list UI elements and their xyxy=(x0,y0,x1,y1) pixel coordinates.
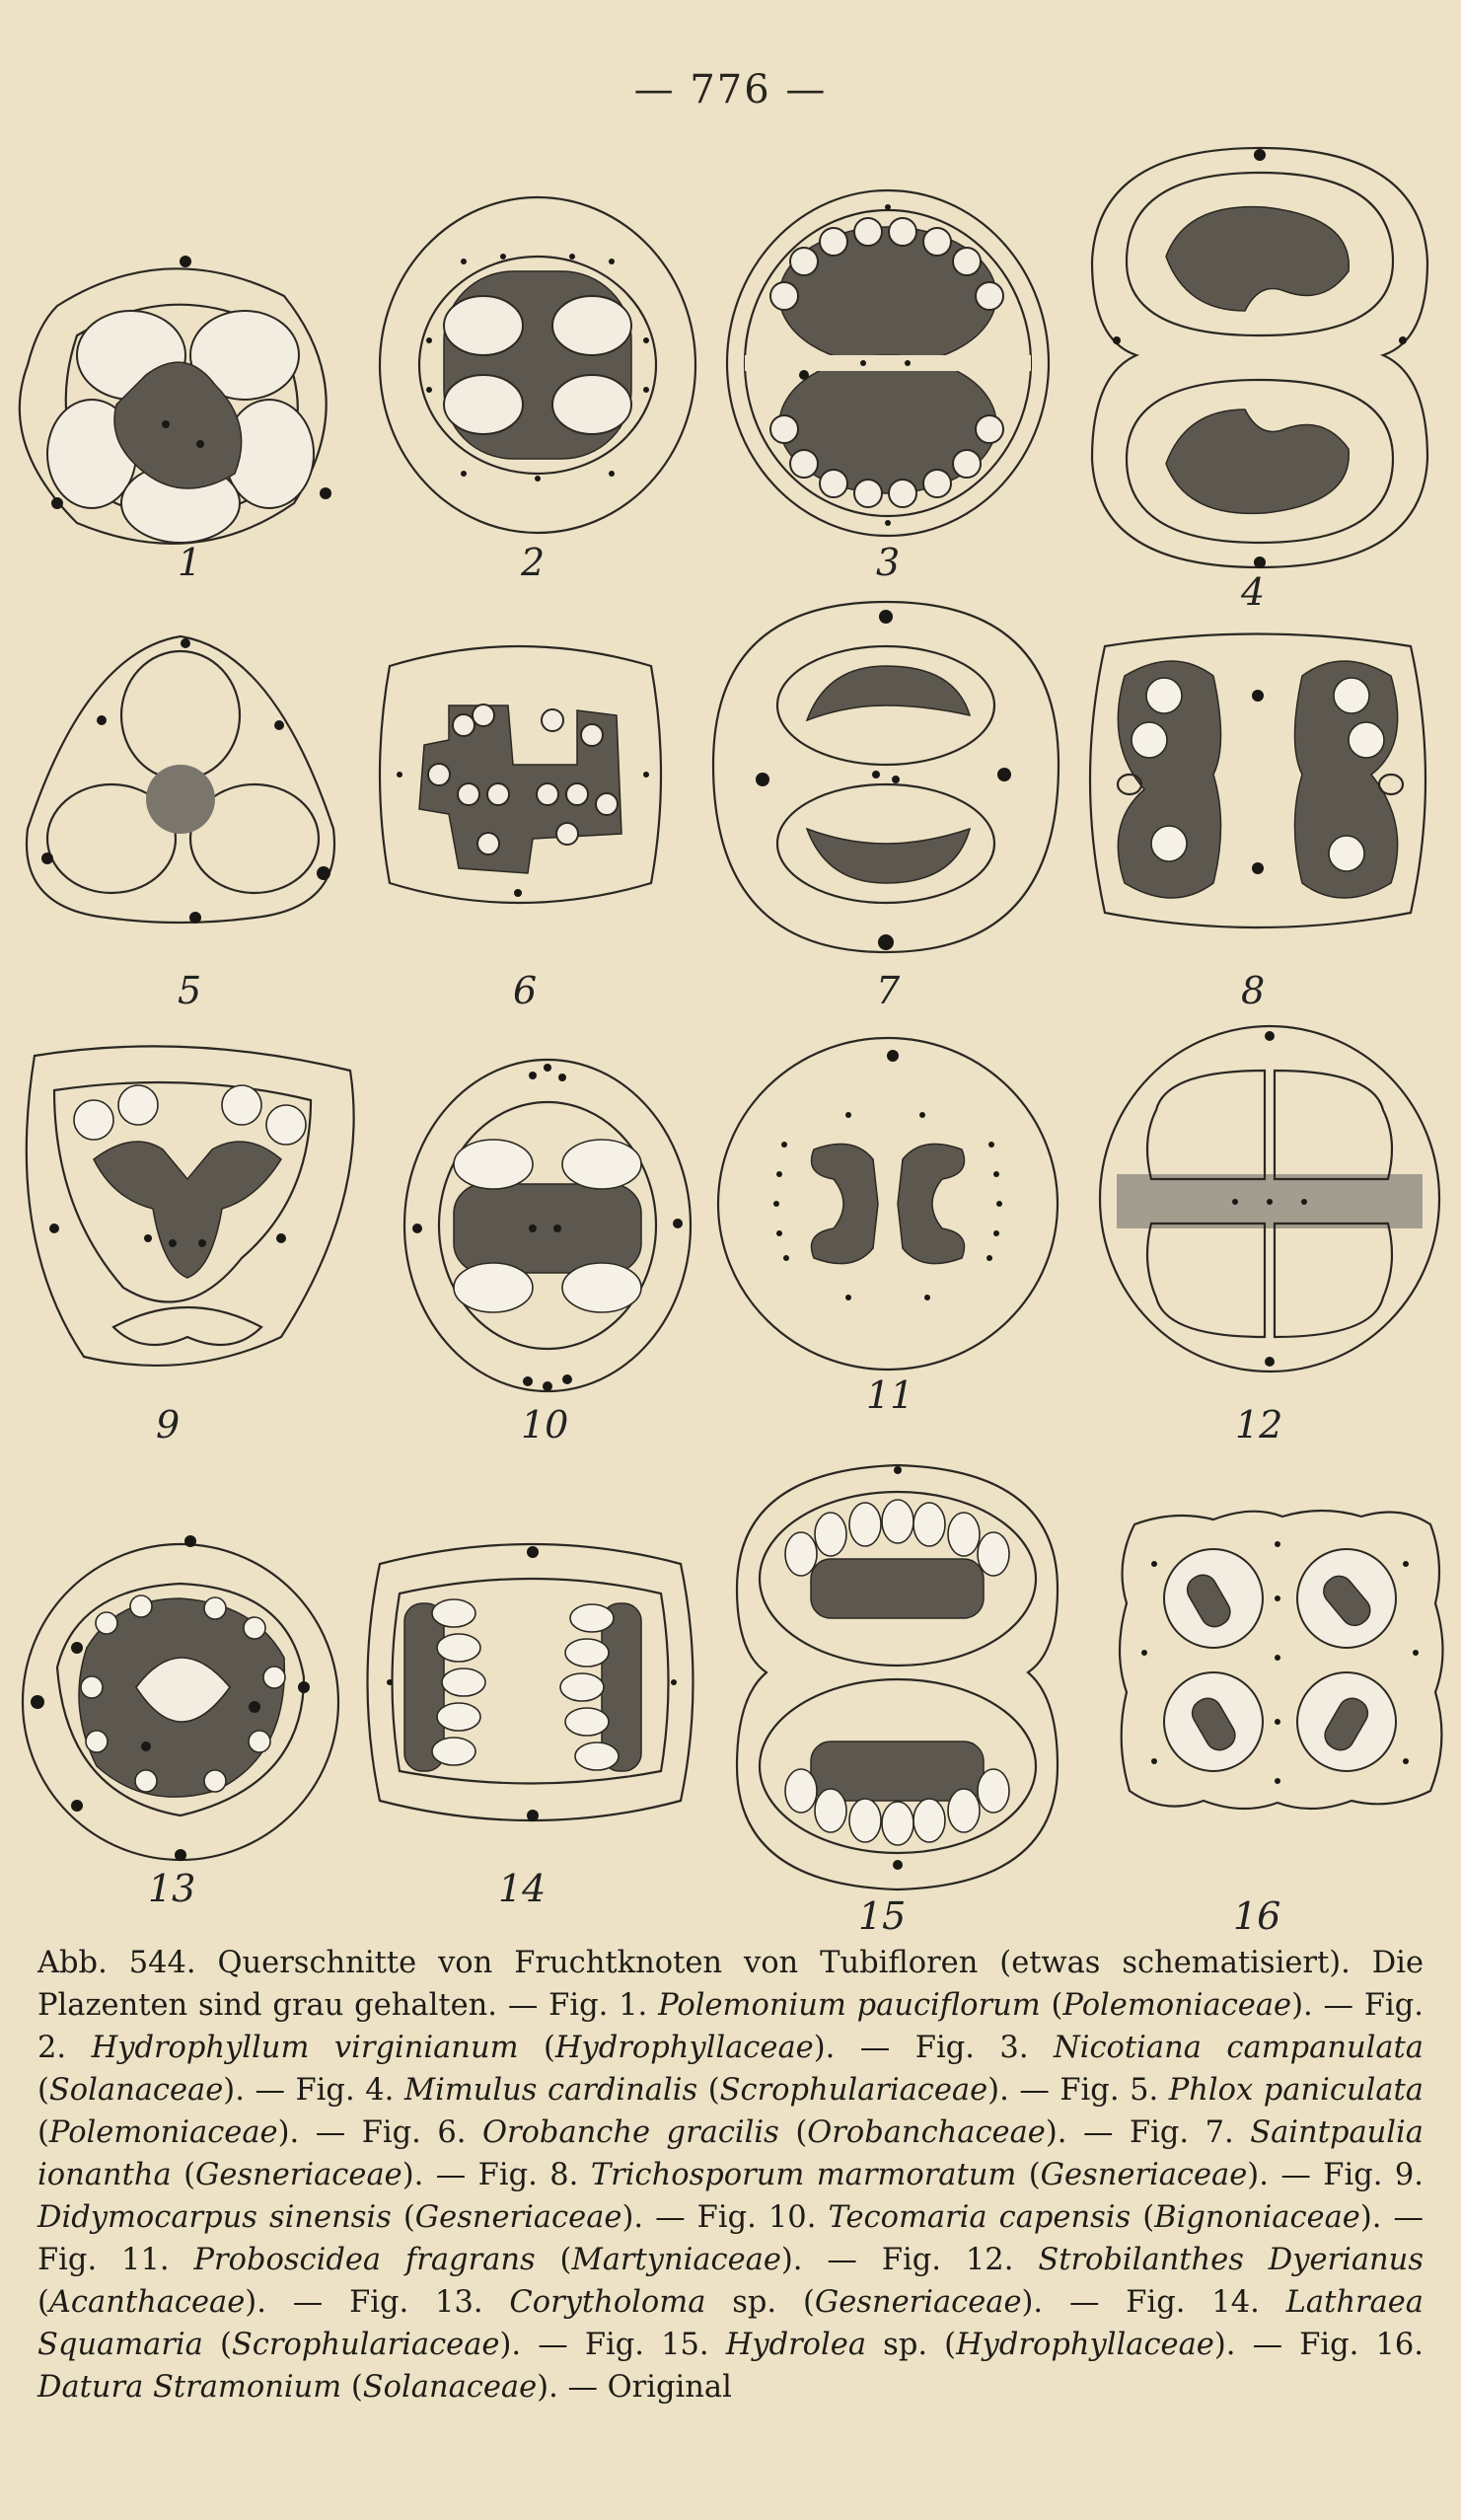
caption-family: Scrophulariaceae xyxy=(719,2073,988,2108)
caption-species: Saintpaulia ionantha xyxy=(37,2115,1424,2192)
caption-separator: ). — Fig. 9. xyxy=(1247,2158,1424,2192)
caption-family: Polemoniaceae xyxy=(1062,1988,1292,2023)
caption-separator: ). — Fig. 16. xyxy=(1213,2328,1424,2362)
caption-suffix: sp. ( xyxy=(866,2328,957,2362)
caption-species: Datura Stramonium xyxy=(37,2370,342,2405)
caption-family: Bignoniaceae xyxy=(1154,2200,1360,2235)
figure-3-number: 3 xyxy=(876,541,901,584)
caption-family: Orobanchaceae xyxy=(807,2115,1046,2150)
caption-species: Lathraea Squamaria xyxy=(37,2285,1424,2362)
caption-species: Polemonium pauciflorum xyxy=(658,1988,1041,2023)
figure-6-number: 6 xyxy=(513,969,538,1012)
figure-6-drawing xyxy=(370,636,671,913)
caption-separator: ). — Fig. 11. xyxy=(37,2200,1424,2277)
caption-family: Hydrophyllaceae xyxy=(554,2031,814,2065)
caption-family: Polemoniaceae xyxy=(48,2115,278,2150)
caption-species: Hydrolea xyxy=(725,2328,867,2362)
caption-suffix: sp. ( xyxy=(705,2285,815,2320)
figure-caption: Abb. 544. Querschnitte von Fruchtknoten von Tubifloren (etwas schematisiert). Die Plazenten sind grau gehalten. — Fig. 1. Polemonium pauciflorum (Polemoniaceae). — Fig. 2. Hydrophyllum virginianum (Hydrophyllaceae). — Fig. 3. Nicotiana campanulata (Solanaceae). — Fig. 4. Mimulus cardinalis (Scrophulariaceae). — Fig. 5. Phlox paniculata (Polemoniaceae). — Fig. 6. Orobanche gracilis (Orobanchaceae). — Fig. 7. Saintpaulia ionantha (Gesneriaceae). — Fig. 8. Trichosporum marmoratum (Gesneriaceae). — Fig. 9. Didymocarpus sinensis (Gesneriaceae). — Fig. 10. Tecomaria capensis (Bignoniaceae). — Fig. 11. Proboscidea fragrans (Martyniaceae). — Fig. 12. Strobilanthes Dyerianus (Acanthaceae). — Fig. 13. Corytholoma sp. (Gesneriaceae). — Fig. 14. Lathraea Squamaria (Scrophulariaceae). — Fig. 15. Hydrolea sp. (Hydrophyllaceae). — Fig. 16. Datura Stramonium (Solanaceae). — Original xyxy=(37,1946,1424,2405)
figure-plate xyxy=(0,128,1461,1938)
figure-11-drawing xyxy=(715,1036,1060,1371)
caption-separator: ). — Fig. 13. xyxy=(245,2285,510,2320)
figure-13-number: 13 xyxy=(148,1867,196,1910)
caption-separator: ). — Fig. 2. xyxy=(37,1988,1424,2065)
figure-14-drawing xyxy=(360,1534,700,1830)
figure-3-drawing xyxy=(725,187,1051,538)
caption-species: Didymocarpus sinensis xyxy=(37,2200,392,2235)
page-number: — 776 — xyxy=(633,67,828,112)
figure-16-number: 16 xyxy=(1233,1894,1281,1938)
figure-7-number: 7 xyxy=(876,969,901,1012)
caption-species: Trichosporum marmoratum xyxy=(590,2158,1017,2192)
figure-2-number: 2 xyxy=(521,541,546,584)
caption-separator: ). — Fig. 3. xyxy=(813,2031,1055,2065)
caption-separator: ). — Fig. 15. xyxy=(499,2328,726,2362)
figure-10-drawing xyxy=(400,1056,695,1396)
caption-family: Gesneriaceae xyxy=(195,2158,402,2192)
figure-9-drawing xyxy=(15,1041,360,1376)
caption-species: Tecomaria capensis xyxy=(828,2200,1132,2235)
figure-4-drawing xyxy=(1087,143,1432,572)
caption-species: Nicotiana campanulata xyxy=(1054,2031,1424,2065)
figure-8-number: 8 xyxy=(1241,969,1266,1012)
figure-16-drawing xyxy=(1115,1505,1445,1816)
figure-12-number: 12 xyxy=(1235,1403,1283,1446)
caption-species: Strobilanthes Dyerianus xyxy=(1038,2243,1424,2277)
figure-5-number: 5 xyxy=(178,969,202,1012)
figure-14-number: 14 xyxy=(498,1867,547,1910)
caption-family: Hydrophyllaceae xyxy=(956,2328,1214,2362)
figure-13-drawing xyxy=(18,1529,343,1865)
caption-species: Mimulus cardinalis xyxy=(403,2073,698,2108)
caption-family: Solanaceae xyxy=(48,2073,224,2108)
figure-7-drawing xyxy=(708,597,1063,957)
caption-family: Solanaceae xyxy=(362,2370,538,2405)
caption-family: Acanthaceae xyxy=(48,2285,246,2320)
caption-separator: ). — Fig. 4. xyxy=(223,2073,404,2108)
caption-family: Scrophulariaceae xyxy=(231,2328,500,2362)
caption-species: Hydrophyllum virginianum xyxy=(91,2031,519,2065)
caption-separator: ). — Fig. 10. xyxy=(621,2200,829,2235)
figure-4-number: 4 xyxy=(1241,570,1266,614)
caption-separator: ). — Fig. 5. xyxy=(987,2073,1169,2108)
caption-species: Orobanche gracilis xyxy=(481,2115,779,2150)
caption-separator: ). — Fig. 6. xyxy=(277,2115,482,2150)
caption-separator: ). — Fig. 7. xyxy=(1045,2115,1251,2150)
caption-family: Gesneriaceae xyxy=(1040,2158,1248,2192)
figure-1-number: 1 xyxy=(178,541,202,584)
figure-15-drawing xyxy=(732,1460,1062,1894)
caption-family: Gesneriaceae xyxy=(414,2200,622,2235)
caption-separator: ). — Fig. 8. xyxy=(402,2158,591,2192)
caption-species: Corytholoma xyxy=(509,2285,706,2320)
caption-species: Proboscidea fragrans xyxy=(193,2243,536,2277)
figure-11-number: 11 xyxy=(866,1373,914,1417)
caption-separator: ). — Fig. 14. xyxy=(1021,2285,1286,2320)
figure-5-drawing xyxy=(18,631,343,932)
figure-2-drawing xyxy=(375,192,700,538)
caption-separator: ). — Fig. 12. xyxy=(780,2243,1039,2277)
caption-species: Phlox paniculata xyxy=(1168,2073,1424,2108)
figure-15-number: 15 xyxy=(858,1894,907,1938)
caption-separator: ). — Original xyxy=(537,2370,732,2405)
figure-10-number: 10 xyxy=(521,1403,569,1446)
caption-family: Martyniaceae xyxy=(571,2243,781,2277)
figure-9-number: 9 xyxy=(156,1403,181,1446)
caption-intro: Abb. 544. Querschnitte von Fruchtknoten von Tubifloren (etwas schematisiert). Die Plazenten sind grau gehalten. — Fig. 1. xyxy=(37,1946,1424,2023)
figure-8-drawing xyxy=(1075,627,1440,937)
figure-12-drawing xyxy=(1097,1021,1442,1376)
caption-family: Gesneriaceae xyxy=(814,2285,1022,2320)
figure-1-drawing xyxy=(18,247,343,572)
